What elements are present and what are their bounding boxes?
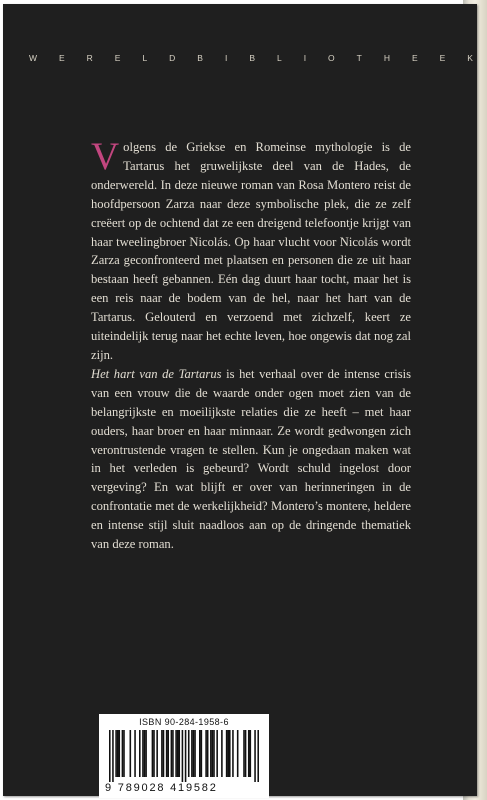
barcode-bar bbox=[213, 730, 215, 777]
barcode-label bbox=[99, 714, 269, 798]
barcode-bar bbox=[109, 730, 111, 782]
barcode-bar bbox=[245, 730, 247, 777]
barcode-bar bbox=[207, 730, 209, 777]
barcode-bar bbox=[210, 730, 212, 777]
barcode-bar bbox=[122, 730, 124, 777]
series-letter: D bbox=[169, 53, 176, 63]
barcode-bar bbox=[178, 730, 180, 777]
series-letter: W bbox=[29, 53, 38, 63]
series-letter: E bbox=[114, 53, 121, 63]
barcode-bar bbox=[237, 730, 239, 777]
barcode-bar bbox=[118, 730, 120, 777]
barcode-bar bbox=[153, 730, 155, 777]
barcode-bar bbox=[188, 730, 190, 777]
barcode-bar bbox=[254, 730, 256, 782]
blurb bbox=[91, 135, 411, 554]
barcode-bar bbox=[212, 730, 214, 777]
barcode-bar bbox=[112, 730, 114, 782]
barcode-bar bbox=[194, 730, 196, 777]
barcode-bar bbox=[248, 730, 250, 777]
series-letter: E bbox=[411, 53, 418, 63]
series-letter: O bbox=[328, 53, 335, 63]
barcode-bar bbox=[216, 730, 218, 777]
series-letter: I bbox=[303, 53, 307, 63]
blurb-paragraph-1-text: olgens de Griekse en Romeinse mythologie is de Tartarus het gruwelijkste deel van de Hades, de onderwereld. In deze nieuwe roman van Rosa Montero reist de hoofdpersoon Zarza naar deze symbolische plek, die ze zelf creëert op de ochtend dat ze een dreigend telefoontje krijgt van haar tweelingbroer Nicolás. Op haar vlucht voor Nicolás wordt Zarza geconfronteerd met plaatsen en personen die ze uit haar bestaan heeft gebannen. Eén dag duurt haar tocht, maar het is een reis naar de bodem van de hel, naar het hart van de Tartarus. Gelouterd en verzoend met zichzelf, keert ze uiteindelijk terug naar het echte leven, hoe ongewis dat nog zal zijn. bbox=[91, 140, 411, 362]
series-letter: L bbox=[142, 53, 148, 63]
barcode-bar bbox=[243, 730, 245, 777]
barcode-bar bbox=[175, 730, 177, 777]
barcode-bar bbox=[144, 730, 146, 777]
blurb-paragraph-1 bbox=[91, 135, 411, 365]
barcode-bar bbox=[130, 730, 132, 777]
series-letter: L bbox=[276, 53, 282, 63]
barcode-bar bbox=[232, 730, 234, 777]
barcode-bar bbox=[171, 730, 173, 777]
series-letter: B bbox=[249, 53, 255, 63]
barcode-bar bbox=[123, 730, 125, 777]
barcode-bar bbox=[163, 730, 165, 777]
barcode-bars bbox=[109, 730, 259, 782]
barcode-bar bbox=[221, 730, 223, 777]
barcode-bar bbox=[229, 730, 231, 777]
book-title: Het hart van de Tartarus bbox=[91, 366, 222, 381]
barcode-bar bbox=[134, 730, 136, 777]
barcode-bar bbox=[226, 730, 228, 777]
barcode-bar bbox=[177, 730, 179, 777]
series-letter: E bbox=[59, 53, 65, 63]
series-letter: I bbox=[224, 53, 228, 63]
series-letter: B bbox=[197, 53, 203, 63]
barcode-bar bbox=[156, 730, 158, 777]
barcode-bar bbox=[193, 730, 195, 777]
drop-cap: V bbox=[91, 135, 120, 178]
barcode-bar bbox=[161, 730, 163, 777]
isbn-text: ISBN 90-284-1958-6 bbox=[139, 717, 229, 727]
barcode-bar bbox=[205, 730, 207, 777]
blurb-paragraph-2-text: is het verhaal over de intense crisis van een vrouw die de waarde onder ogen moet zien van de belangrijkste en moeilijkste relaties die ze heeft – met haar ouders, haar broer en haar minnaar. Ze wordt gedwongen zich verontrustende vragen te stellen. Kun je ongedaan maken wat in het verleden is gebeurd? Wordt schuld ingelost door vergeving? En wat blijft er over van herinneringen in de confrontatie met de werkelijkheid? Montero’s montere, heldere en intense stijl sluit naadloos aan op de dringende thematiek van deze roman. bbox=[91, 366, 411, 552]
barcode-bar bbox=[167, 730, 169, 777]
series-letter: T bbox=[356, 53, 362, 63]
barcode-bar bbox=[191, 730, 193, 777]
barcode-bar bbox=[117, 730, 119, 777]
barcode-bar bbox=[115, 730, 117, 777]
series-letter: E bbox=[439, 53, 446, 63]
barcode-bar bbox=[152, 730, 154, 777]
barcode-bar bbox=[139, 730, 141, 777]
barcode-bar bbox=[182, 730, 184, 782]
barcode-bar bbox=[257, 730, 259, 782]
barcode-bar bbox=[185, 730, 187, 782]
series-letter: H bbox=[383, 53, 390, 63]
barcode-bar bbox=[227, 730, 229, 777]
barcode-bar bbox=[142, 730, 144, 777]
barcode-bar bbox=[172, 730, 174, 777]
barcode-bar bbox=[166, 730, 168, 777]
series-name bbox=[29, 53, 473, 63]
barcode-bar bbox=[250, 730, 252, 777]
blurb-paragraph-2 bbox=[91, 365, 411, 554]
ean-digits: 9 789028 419582 bbox=[105, 782, 218, 794]
back-cover bbox=[3, 4, 477, 796]
barcode-bar bbox=[145, 730, 147, 777]
series-letter: R bbox=[86, 53, 93, 63]
barcode-bar bbox=[201, 730, 203, 777]
barcode-bar bbox=[199, 730, 201, 777]
series-letter: K bbox=[467, 53, 473, 63]
